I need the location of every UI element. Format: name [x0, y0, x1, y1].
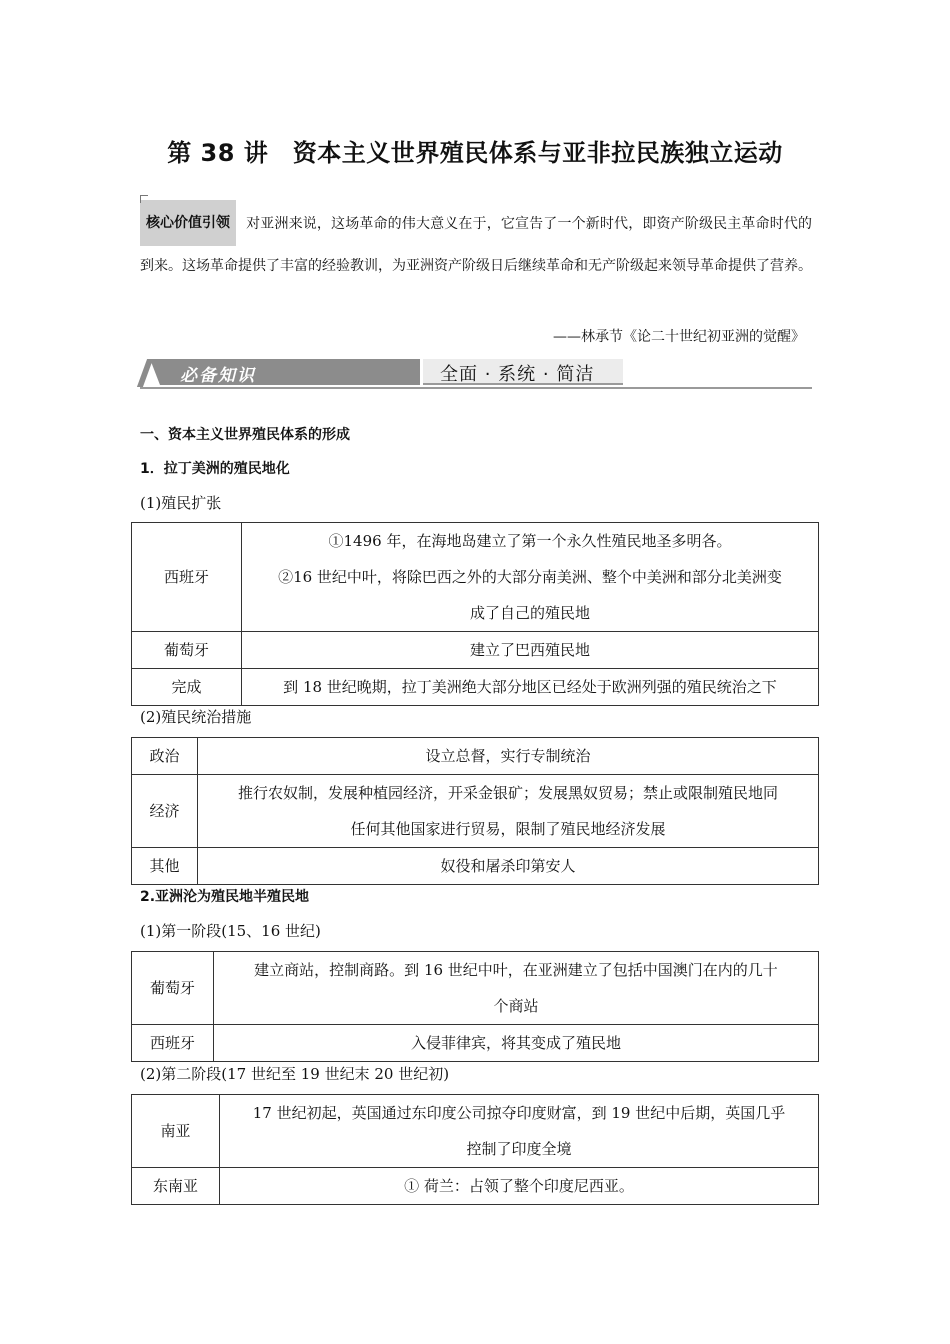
cell-line: 推行农奴制，发展种植园经济，开采金银矿；发展黑奴贸易；禁止或限制殖民地同 — [237, 784, 778, 802]
paragraph-label: (1)殖民扩张 — [140, 494, 222, 512]
row-label: 葡萄牙 — [132, 632, 242, 669]
row-label: 西班牙 — [132, 1025, 214, 1062]
cell-line: 17 世纪初起，英国通过东印度公司掠夺印度财富，到 19 世纪中后期，英国几乎 — [252, 1104, 786, 1122]
table-row — [132, 952, 819, 1025]
table-colonial-expansion — [131, 522, 819, 706]
paragraph-label: (2)殖民统治措施 — [140, 708, 252, 726]
row-content: ① 荷兰：占领了整个印度尼西亚。 — [220, 1168, 819, 1205]
core-value-tag: 核心价值引领 — [140, 200, 236, 246]
table-colonial-rule — [131, 737, 819, 885]
subsection-heading-2: 2.亚洲沦为殖民地半殖民地 — [140, 889, 310, 905]
table-row — [132, 848, 819, 885]
cell-line: 个商站 — [493, 997, 539, 1015]
quote-source: ——林承节《论二十世纪初亚洲的觉醒》 — [553, 329, 805, 345]
cell-line: ②16 世纪中叶，将除巴西之外的大部分南美洲、整个中美洲和部分北美洲变 — [278, 568, 782, 586]
row-content — [198, 775, 819, 848]
row-content: 入侵菲律宾，将其变成了殖民地 — [214, 1025, 819, 1062]
banner-slash — [137, 359, 153, 387]
table-row — [132, 738, 819, 775]
subsection-heading-1: 1．拉丁美洲的殖民地化 — [140, 461, 290, 477]
row-label: 南亚 — [132, 1095, 220, 1168]
row-content — [214, 952, 819, 1025]
table-row — [132, 1168, 819, 1205]
row-label: 其他 — [132, 848, 198, 885]
core-value-text: 对亚洲来说，这场革命的伟大意义在于，它宣告了一个新时代，即资产阶级民主革命时代的到来。这场革命提供了丰富的经验教训，为亚洲资产阶级日后继续革命和无产阶级起来领导革命提供了营养。 — [140, 216, 812, 274]
paragraph-label: (1)第一阶段(15、16 世纪) — [140, 922, 321, 940]
cell-line: 控制了印度全境 — [466, 1140, 572, 1158]
table-asia-stage2 — [131, 1094, 819, 1205]
corner-bracket — [140, 195, 148, 203]
row-label: 葡萄牙 — [132, 952, 214, 1025]
table-row — [132, 523, 819, 632]
table-row — [132, 632, 819, 669]
banner-right-label: 全面 · 系统 · 简洁 — [440, 364, 595, 385]
cell-line: 成了自己的殖民地 — [469, 604, 590, 622]
banner-left-label: 必备知识 — [180, 366, 256, 386]
page-title: 第 38 讲 资本主义世界殖民体系与亚非拉民族独立运动 — [167, 139, 783, 167]
row-content — [220, 1095, 819, 1168]
table-row — [132, 669, 819, 706]
row-label: 完成 — [132, 669, 242, 706]
row-content: 建立了巴西殖民地 — [242, 632, 819, 669]
row-content — [242, 523, 819, 632]
core-value-block — [140, 200, 812, 286]
table-asia-stage1 — [131, 951, 819, 1062]
row-content: 到 18 世纪晚期，拉丁美洲绝大部分地区已经处于欧洲列强的殖民统治之下 — [242, 669, 819, 706]
cell-line: 任何其他国家进行贸易，限制了殖民地经济发展 — [350, 820, 666, 838]
table-row — [132, 775, 819, 848]
table-row — [132, 1095, 819, 1168]
row-label: 经济 — [132, 775, 198, 848]
cell-line: ①1496 年，在海地岛建立了第一个永久性殖民地圣多明各。 — [328, 532, 732, 550]
paragraph-label: (2)第二阶段(17 世纪至 19 世纪末 20 世纪初) — [140, 1065, 450, 1083]
row-label: 东南亚 — [132, 1168, 220, 1205]
row-label: 西班牙 — [132, 523, 242, 632]
banner-rule — [140, 387, 812, 389]
section-heading: 一、资本主义世界殖民体系的形成 — [140, 427, 350, 443]
cell-line: 建立商站，控制商路。到 16 世纪中叶，在亚洲建立了包括中国澳门在内的几十 — [254, 961, 778, 979]
row-label: 政治 — [132, 738, 198, 775]
row-content: 奴役和屠杀印第安人 — [198, 848, 819, 885]
core-value-paragraph — [140, 200, 812, 286]
row-content: 设立总督，实行专制统治 — [198, 738, 819, 775]
table-row — [132, 1025, 819, 1062]
section-banner — [140, 357, 812, 391]
